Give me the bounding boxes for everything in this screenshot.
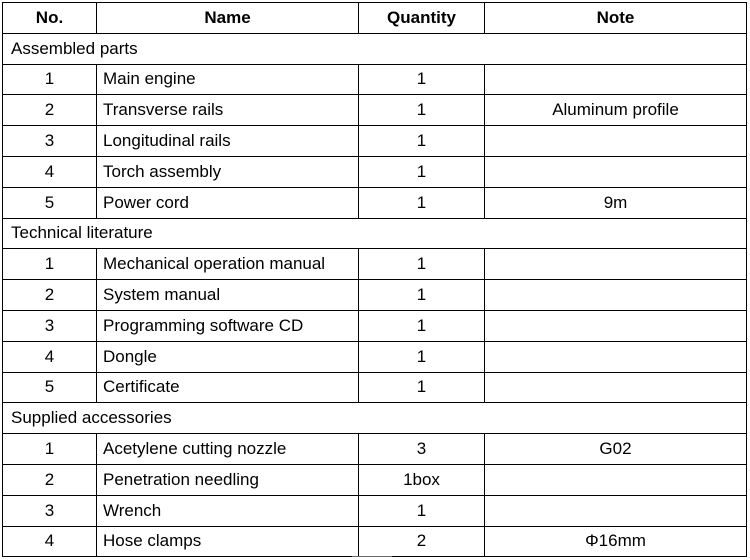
table-row <box>3 495 747 526</box>
cell-name: Programming software CD <box>97 310 359 341</box>
cell-quantity: 1box <box>359 464 485 495</box>
section-row <box>3 33 747 64</box>
cell-note <box>485 464 747 495</box>
table-row <box>3 156 747 187</box>
table-row <box>3 187 747 218</box>
cell-note <box>485 249 747 280</box>
table-row <box>3 280 747 311</box>
cell-name: Certificate <box>97 372 359 403</box>
table-row <box>3 64 747 95</box>
table-row <box>3 464 747 495</box>
cell-no: 4 <box>3 156 97 187</box>
cell-no: 1 <box>3 434 97 465</box>
cell-no: 2 <box>3 95 97 126</box>
cell-no: 4 <box>3 526 97 557</box>
cell-note <box>485 156 747 187</box>
cell-quantity: 1 <box>359 64 485 95</box>
cell-name: Hose clamps <box>97 526 359 557</box>
section-row <box>3 218 747 249</box>
cell-name: Longitudinal rails <box>97 126 359 157</box>
cell-quantity: 1 <box>359 187 485 218</box>
table-row <box>3 434 747 465</box>
cell-no: 3 <box>3 310 97 341</box>
cell-name: Power cord <box>97 187 359 218</box>
cell-quantity: 1 <box>359 372 485 403</box>
header-row <box>3 3 747 34</box>
table-row <box>3 526 747 557</box>
cell-name: Acetylene cutting nozzle <box>97 434 359 465</box>
cell-no: 5 <box>3 372 97 403</box>
cell-note <box>485 310 747 341</box>
cell-quantity: 1 <box>359 310 485 341</box>
section-title: Technical literature <box>3 218 747 249</box>
bottom-divider <box>352 556 392 557</box>
cell-note: Φ16mm <box>485 526 747 557</box>
table-body <box>3 33 747 557</box>
table-row <box>3 372 747 403</box>
cell-no: 3 <box>3 495 97 526</box>
cell-quantity: 2 <box>359 526 485 557</box>
cell-quantity: 1 <box>359 156 485 187</box>
cell-no: 1 <box>3 64 97 95</box>
cell-no: 5 <box>3 187 97 218</box>
cell-no: 2 <box>3 280 97 311</box>
table-row <box>3 95 747 126</box>
header-quantity: Quantity <box>359 3 485 34</box>
cell-name: Main engine <box>97 64 359 95</box>
cell-note: 9m <box>485 187 747 218</box>
cell-quantity: 1 <box>359 280 485 311</box>
parts-table <box>2 2 747 557</box>
section-title: Assembled parts <box>3 33 747 64</box>
table-row <box>3 249 747 280</box>
header-name: Name <box>97 3 359 34</box>
table-row <box>3 310 747 341</box>
cell-name: Transverse rails <box>97 95 359 126</box>
cell-name: Torch assembly <box>97 156 359 187</box>
cell-no: 1 <box>3 249 97 280</box>
cell-note <box>485 280 747 311</box>
cell-no: 3 <box>3 126 97 157</box>
cell-name: Mechanical operation manual <box>97 249 359 280</box>
cell-quantity: 3 <box>359 434 485 465</box>
cell-name: System manual <box>97 280 359 311</box>
cell-note <box>485 341 747 372</box>
cell-quantity: 1 <box>359 341 485 372</box>
section-title: Supplied accessories <box>3 403 747 434</box>
cell-note <box>485 495 747 526</box>
cell-quantity: 1 <box>359 249 485 280</box>
cell-name: Wrench <box>97 495 359 526</box>
table-row <box>3 341 747 372</box>
cell-note: Aluminum profile <box>485 95 747 126</box>
edge-divider <box>746 258 747 298</box>
section-row <box>3 403 747 434</box>
cell-no: 4 <box>3 341 97 372</box>
table-row <box>3 126 747 157</box>
parts-list <box>2 2 747 557</box>
cell-note <box>485 372 747 403</box>
cell-note <box>485 64 747 95</box>
cell-no: 2 <box>3 464 97 495</box>
cell-quantity: 1 <box>359 95 485 126</box>
cell-note <box>485 126 747 157</box>
header-note: Note <box>485 3 747 34</box>
header-no: No. <box>3 3 97 34</box>
cell-quantity: 1 <box>359 126 485 157</box>
cell-name: Penetration needling <box>97 464 359 495</box>
cell-note: G02 <box>485 434 747 465</box>
cell-quantity: 1 <box>359 495 485 526</box>
cell-name: Dongle <box>97 341 359 372</box>
